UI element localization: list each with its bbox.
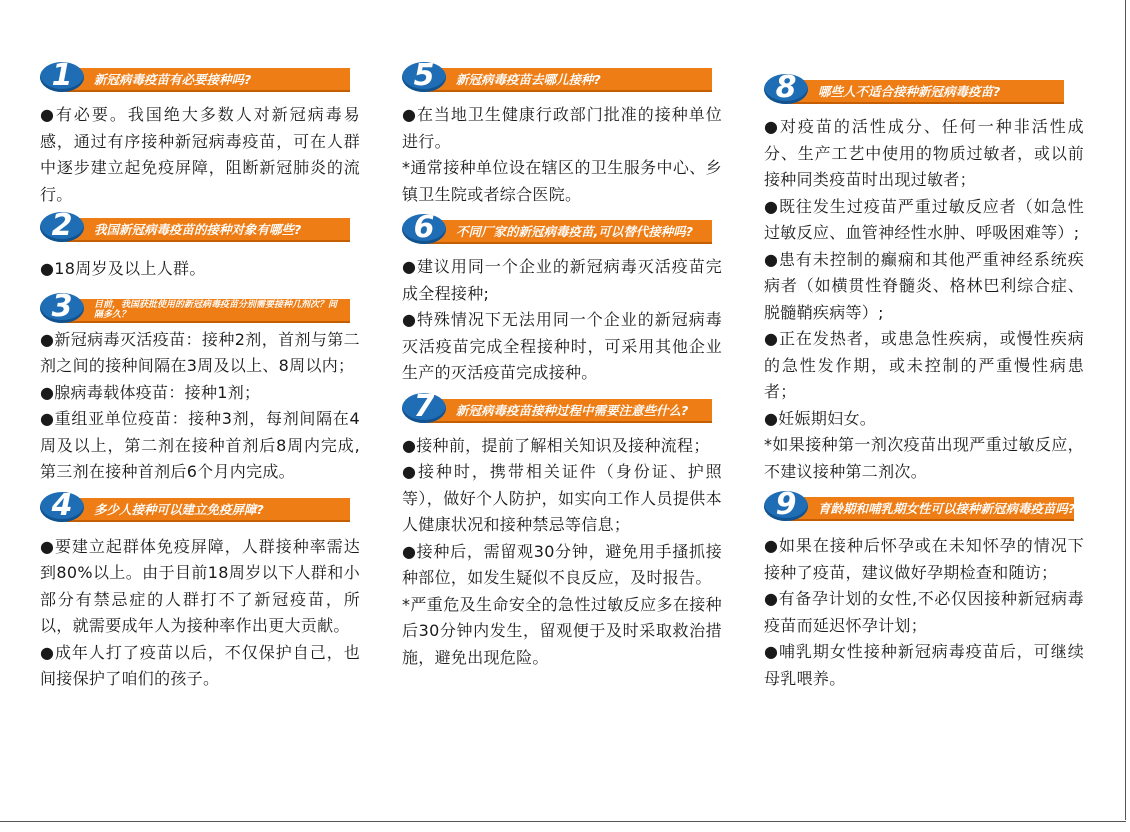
section-number: 7 <box>413 388 435 424</box>
faq-section-8 <box>764 70 1084 485</box>
section-header <box>402 58 722 93</box>
paragraph: ●正在发热者，或患急性疾病，或慢性疾病的急性发作期，或未控制的严重慢性病患者； <box>764 329 1084 401</box>
section-header <box>40 288 360 324</box>
column-1 <box>40 58 360 701</box>
section-number: 4 <box>51 487 73 523</box>
faq-section-2 <box>40 208 360 283</box>
section-number: 5 <box>413 58 435 93</box>
section-title: 我国新冠病毒疫苗的接种对象有哪些? <box>94 222 302 237</box>
paragraph: ●18周岁及以上人群。 <box>40 259 206 278</box>
frame-bottom-border <box>0 821 1126 822</box>
section-header <box>40 58 360 93</box>
section-body <box>402 254 722 387</box>
section-body <box>40 102 360 208</box>
section-number: 9 <box>775 487 797 522</box>
frame-right-border <box>1125 0 1126 820</box>
section-number: 8 <box>775 70 797 105</box>
paragraph: *严重危及生命安全的急性过敏反应多在接种后30分钟内发生，留观便于及时采取救治措施，避免出现危险。 <box>402 594 722 667</box>
paragraph: ●接种时，携带相关证件（身份证、护照等），做好个人防护，如实向工作人员提供本人健康状况和接种禁忌等信息； <box>402 462 722 534</box>
section-body <box>40 534 360 693</box>
section-title: 目前，我国获批使用的新冠病毒疫苗分别需要接种几剂次？间隔多久？ <box>94 299 338 320</box>
section-body <box>402 102 722 208</box>
section-title: 新冠病毒疫苗去哪儿接种? <box>456 72 601 87</box>
section-body <box>764 114 1084 485</box>
section-number: 2 <box>51 208 73 243</box>
section-header <box>40 208 360 243</box>
section-header <box>40 487 360 523</box>
paragraph: ●在当地卫生健康行政部门批准的接种单位进行。 <box>402 105 722 151</box>
section-body <box>40 327 360 486</box>
paragraph: ●新冠病毒灭活疫苗：接种2剂，首剂与第二剂之间的接种间隔在3周及以上、8周以内； <box>40 329 360 375</box>
faq-section-6 <box>402 210 722 387</box>
section-header <box>764 487 1084 522</box>
column-2 <box>402 58 722 679</box>
paragraph: ●如果在接种后怀孕或在未知怀孕的情况下接种了疫苗，建议做好孕期检查和随访； <box>764 536 1084 582</box>
faq-section-5 <box>402 58 722 208</box>
section-number: 1 <box>51 58 73 93</box>
paragraph: ●有必要。我国绝大多数人对新冠病毒易感，通过有序接种新冠病毒疫苗，可在人群中逐步建立起免疫屏障，阻断新冠肺炎的流行。 <box>40 105 360 204</box>
section-header <box>402 210 722 245</box>
section-title: 哪些人不适合接种新冠病毒疫苗? <box>818 84 1001 99</box>
paragraph: ●特殊情况下无法用同一个企业的新冠病毒灭活疫苗完成全程接种时，可采用其他企业生产的灭活疫苗完成接种。 <box>402 310 722 382</box>
paragraph: ●患有未控制的癫痫和其他严重神经系统疾病者（如横贯性脊髓炎、格林巴利综合症、脱髓鞘疾病等）; <box>764 249 1084 322</box>
section-number: 6 <box>413 210 435 245</box>
section-title: 育龄期和哺乳期女性可以接种新冠病毒疫苗吗? <box>818 501 1076 516</box>
paragraph: *如果接种第一剂次疫苗出现严重过敏反应，不建议接种第二剂次。 <box>764 435 1084 481</box>
paragraph: ●既往发生过疫苗严重过敏反应者（如急性过敏反应、血管神经性水肿、呼吸困难等）; <box>764 196 1084 242</box>
paragraph: ●建议用同一个企业的新冠病毒灭活疫苗完成全程接种; <box>402 257 722 303</box>
section-title: 不同厂家的新冠病毒疫苗,可以替代接种吗? <box>456 224 694 239</box>
section-header <box>764 70 1084 105</box>
faq-section-4 <box>40 487 360 693</box>
faq-section-3 <box>40 288 360 486</box>
section-number: 3 <box>51 288 73 324</box>
paragraph: ●哺乳期女性接种新冠病毒疫苗后，可继续母乳喂养。 <box>764 642 1084 688</box>
paragraph: ●腺病毒载体疫苗：接种1剂； <box>40 382 261 402</box>
section-body <box>764 533 1084 692</box>
paragraph: *通常接种单位设在辖区的卫生服务中心、乡镇卫生院或者综合医院。 <box>402 158 722 204</box>
paragraph: ●妊娠期妇女。 <box>764 408 877 428</box>
paragraph: ●对疫苗的活性成分、任何一种非活性成分、生产工艺中使用的物质过敏者，或以前接种同类疫苗时出现过敏者； <box>764 117 1084 189</box>
section-body <box>40 256 360 283</box>
section-body <box>402 433 722 672</box>
paragraph: ●有备孕计划的女性,不必仅因接种新冠病毒疫苗而延迟怀孕计划； <box>764 589 1084 635</box>
paragraph: ●接种前，提前了解相关知识及接种流程； <box>402 435 710 455</box>
column-3 <box>764 62 1084 700</box>
section-title: 新冠病毒疫苗接种过程中需要注意些什么? <box>456 402 689 418</box>
section-title: 多少人接种可以建立免疫屏障? <box>94 501 264 517</box>
faq-section-7 <box>402 388 722 672</box>
section-title: 新冠病毒疫苗有必要接种吗? <box>94 72 252 87</box>
section-header <box>402 388 722 424</box>
paragraph: ●重组亚单位疫苗：接种3剂，每剂间隔在4周及以上，第二剂在接种首剂后8周内完成,第三剂在接种首剂后6个月内完成。 <box>40 409 360 481</box>
paragraph: ●接种后，需留观30分钟，避免用手搔抓接种部位，如发生疑似不良反应，及时报告。 <box>402 541 722 587</box>
faq-section-9 <box>764 487 1084 692</box>
faq-section-1 <box>40 58 360 208</box>
paragraph: ●要建立起群体免疫屏障，人群接种率需达到80%以上。由于目前18周岁以下人群和小部分有禁忌症的人群打不了新冠疫苗，所以，就需要成年人为接种率作出更大贡献。 <box>40 536 360 635</box>
paragraph: ●成年人打了疫苗以后，不仅保护自己，也间接保护了咱们的孩子。 <box>40 642 360 688</box>
